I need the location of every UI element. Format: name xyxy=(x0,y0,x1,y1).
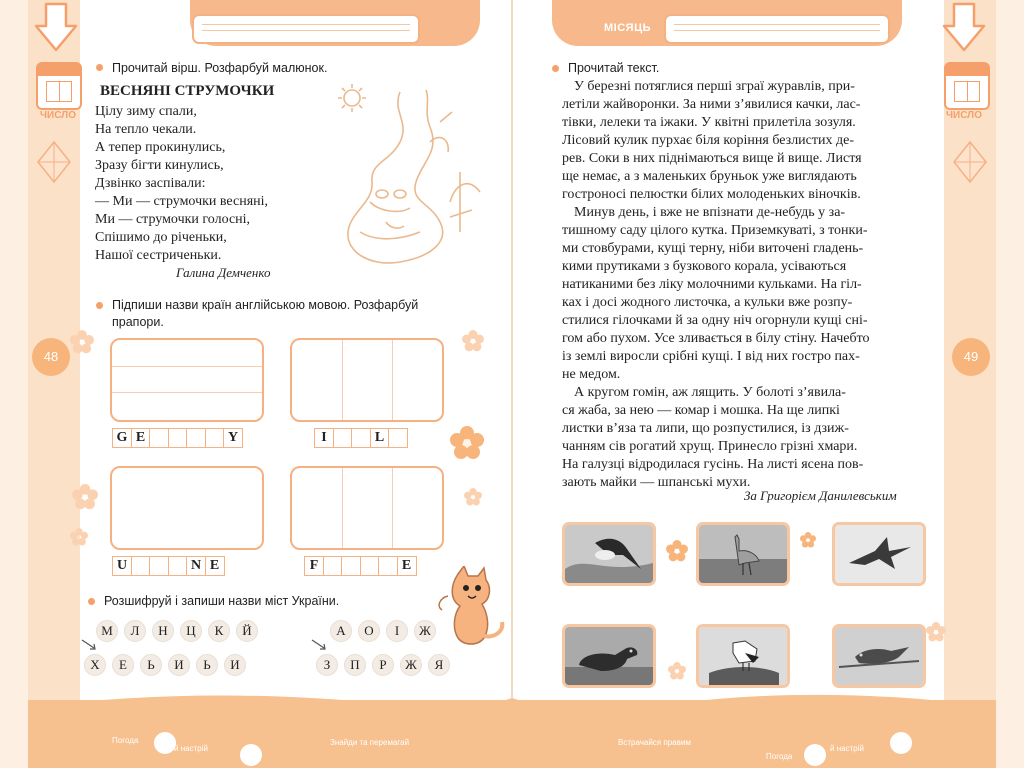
task2-instruction-line1: Підпиши назви країн англійською мовою. Розфарбуй xyxy=(112,298,419,312)
letter-cell[interactable] xyxy=(378,556,398,576)
country-word-cells[interactable] xyxy=(112,428,242,448)
number-label-right: ЧИСЛО xyxy=(946,110,982,121)
bird-photo-stork[interactable] xyxy=(696,624,790,688)
text-line: чанням сів рогатий хрущ. Принесло грізні хмари. xyxy=(562,439,858,454)
letter-cell[interactable] xyxy=(149,428,169,448)
cipher-letter: П xyxy=(344,654,366,676)
cipher-letter: К xyxy=(208,620,230,642)
coloring-picture-streams[interactable] xyxy=(330,82,490,282)
letter-cell[interactable] xyxy=(360,556,380,576)
letter-cell[interactable] xyxy=(323,556,343,576)
cipher-letter: Ж xyxy=(400,654,422,676)
down-arrow-icon xyxy=(34,2,78,54)
text-line: Минув день, і вже не впізнати де-небудь у за- xyxy=(574,205,846,220)
flower-icon xyxy=(72,484,98,510)
letter-cell[interactable]: U xyxy=(112,556,132,576)
text-line: Лісовий кулик пурхає біля коріння безлистих де- xyxy=(562,133,854,148)
country-word-cells[interactable] xyxy=(112,556,223,576)
cipher-letters-row xyxy=(330,620,442,642)
text-line: На галузці відродилася гусінь. На листі ясена пов- xyxy=(562,457,864,472)
text-line: ся жаба, за нею — комар і мошка. На ще липкі xyxy=(562,403,840,418)
poem-line: Зразу бігти кинулись, xyxy=(95,158,224,173)
text-line: тівки, лелеки та іжаки. У квітні прилетіла зозуля. xyxy=(562,115,856,130)
footer-text: Погода xyxy=(112,736,139,745)
letter-cell[interactable] xyxy=(168,556,188,576)
cipher-letters-row xyxy=(316,654,456,676)
letter-cell[interactable]: Y xyxy=(223,428,243,448)
text-line: ках і досі жодного листочка, а кульки вже розпу- xyxy=(562,295,853,310)
cipher-letter: З xyxy=(316,654,338,676)
letter-cell[interactable] xyxy=(333,428,353,448)
cipher-letter: Ь xyxy=(140,654,162,676)
text-line: зають майки — шпанські мухи. xyxy=(562,475,751,490)
text-line: ми стовбурами, кущі терну, ніби виточені гладень- xyxy=(562,241,864,256)
cipher-letter: Р xyxy=(372,654,394,676)
calendar-icon xyxy=(944,62,990,110)
footer-dot xyxy=(240,744,262,766)
letter-cell[interactable] xyxy=(149,556,169,576)
letter-cell[interactable]: E xyxy=(397,556,417,576)
footer-text: й настрій xyxy=(174,744,208,753)
task-bullet xyxy=(96,64,103,71)
text-line: стилися гілочками й за одну ніч огорнули кущі сні- xyxy=(562,313,868,328)
cipher-letter: Ж xyxy=(414,620,436,642)
text-line: гом або пухом. Усе зливається в білу стіну. Начебто xyxy=(562,331,870,346)
cipher-letter: Я xyxy=(428,654,450,676)
cipher-letter: Н xyxy=(152,620,174,642)
country-word-cells[interactable] xyxy=(304,556,415,576)
poem-line: Спішимо до річеньки, xyxy=(95,230,227,245)
task-bullet xyxy=(552,65,559,72)
cipher-letters-row xyxy=(96,620,264,642)
flower-icon xyxy=(70,528,88,546)
text-line: гостроносі пелюстки білих молоденьких віночків. xyxy=(562,187,861,202)
letter-cell[interactable]: G xyxy=(112,428,132,448)
footer-dot xyxy=(804,744,826,766)
month-field-right[interactable] xyxy=(664,14,890,44)
number-label-left: ЧИСЛО xyxy=(40,110,76,121)
footer-dot xyxy=(154,732,176,754)
footer-text: Знайди та перемагай xyxy=(330,738,410,747)
text-line: із землі виросли срібні кущі. І від них гостро пах- xyxy=(562,349,860,364)
task-bullet xyxy=(96,302,103,309)
text-line: кими прутиками з бузкового корала, усіваються xyxy=(562,259,847,274)
start-arrow-icon xyxy=(80,638,100,652)
flower-icon xyxy=(462,330,484,352)
cipher-letter: Е xyxy=(112,654,134,676)
task-bullet xyxy=(88,598,95,605)
cipher-letter: Ц xyxy=(180,620,202,642)
footer-text: Встрачайся правим xyxy=(618,738,691,747)
flower-icon xyxy=(800,532,816,548)
bird-photo-cuckoo[interactable] xyxy=(832,624,926,688)
text-paragraph-1 xyxy=(562,78,930,204)
letter-cell[interactable]: F xyxy=(304,556,324,576)
text-line: А кругом гомін, аж лящить. У болоті з’явила- xyxy=(574,385,846,400)
start-arrow-icon xyxy=(310,638,330,652)
text-paragraph-2 xyxy=(562,204,930,384)
flag-box[interactable] xyxy=(110,466,264,550)
flower-icon xyxy=(666,540,688,562)
right-instruction: Прочитай текст. xyxy=(568,61,660,75)
month-label-left: МІСЯЦЬ xyxy=(134,22,182,34)
country-word-cells[interactable] xyxy=(314,428,407,448)
flower-icon xyxy=(668,662,686,680)
text-paragraph-3 xyxy=(562,384,930,492)
cipher-letter: И xyxy=(224,654,246,676)
letter-cell[interactable] xyxy=(131,556,151,576)
poem-line: А тепер прокинулись, xyxy=(95,140,226,155)
task2-instruction-line2: прапори. xyxy=(112,315,164,329)
poem-line: Ми — струмочки голосні, xyxy=(95,212,251,227)
cipher-letter: И xyxy=(168,654,190,676)
month-field-left[interactable] xyxy=(192,14,420,44)
letter-cell[interactable]: L xyxy=(370,428,390,448)
poem-line: На тепло чекали. xyxy=(95,122,197,137)
page-number-right: 49 xyxy=(952,338,990,376)
flower-icon xyxy=(464,488,482,506)
page-number-left: 48 xyxy=(32,338,70,376)
cipher-letters-row xyxy=(84,654,252,676)
flower-icon xyxy=(70,330,94,354)
letter-cell[interactable]: I xyxy=(314,428,334,448)
text-line: натиканими без ліку молочними кульками. На гіл- xyxy=(562,277,862,292)
cipher-letter: А xyxy=(330,620,352,642)
poem-text xyxy=(95,103,268,265)
text-line: ще немає, а з маленьких бруньок уже виглядають xyxy=(562,169,857,184)
book-gutter xyxy=(511,0,513,768)
cipher-letter: Й xyxy=(236,620,258,642)
kite-icon xyxy=(950,140,990,200)
text-line: рев. Соки в них піднімаються вище й вище. Листя xyxy=(562,151,862,166)
bottom-band xyxy=(28,700,996,768)
footer-dot xyxy=(890,732,912,754)
poem-line: Цілу зиму спали, xyxy=(95,104,197,119)
bird-photo-crane[interactable] xyxy=(696,522,790,586)
poem-line: Дзвінко заспівали: xyxy=(95,176,206,191)
kite-icon xyxy=(34,140,74,200)
flower-icon xyxy=(926,622,946,642)
poem-author: Галина Демченко xyxy=(176,265,271,280)
cipher-letter: Ь xyxy=(196,654,218,676)
task1-instruction: Прочитай вірш. Розфарбуй малюнок. xyxy=(112,61,328,75)
letter-cell[interactable] xyxy=(388,428,408,448)
cipher-letter: І xyxy=(386,620,408,642)
flag-box[interactable] xyxy=(110,338,264,422)
text-line: летіли жайворонки. За ними з’явилися качки, лас- xyxy=(562,97,861,112)
bird-photo-swallow-nest[interactable] xyxy=(562,522,656,586)
letter-cell[interactable]: E xyxy=(131,428,151,448)
poem-title: ВЕСНЯНІ СТРУМОЧКИ xyxy=(100,83,275,99)
cipher-letter: Л xyxy=(124,620,146,642)
text-line: не медом. xyxy=(562,367,621,382)
cipher-letter: О xyxy=(358,620,380,642)
down-arrow-icon xyxy=(942,2,986,54)
text-line: тишному саду цілого кутка. Приземкуваті, з тонки- xyxy=(562,223,868,238)
task3-instruction: Розшифруй і запиши назви міст України. xyxy=(104,594,340,608)
footer-text: й настрій xyxy=(830,744,864,753)
poem-line: Нашої сестриченьки. xyxy=(95,248,222,263)
month-label-right: МІСЯЦЬ xyxy=(604,22,652,34)
cipher-letter: М xyxy=(96,620,118,642)
flower-icon xyxy=(450,426,484,460)
letter-cell[interactable] xyxy=(168,428,188,448)
cipher-letter: Х xyxy=(84,654,106,676)
text-line: листки в’яза та липи, що розпустилися, із дзиж- xyxy=(562,421,849,436)
letter-cell[interactable] xyxy=(186,428,206,448)
letter-cell[interactable] xyxy=(205,428,225,448)
letter-cell[interactable]: E xyxy=(205,556,225,576)
poem-line: — Ми — струмочки весняні, xyxy=(95,194,269,209)
bird-photo-duck[interactable] xyxy=(562,624,656,688)
calendar-icon xyxy=(36,62,82,110)
text-line: У березні потяглися перші зграї журавлів, при- xyxy=(574,79,855,94)
letter-cell[interactable]: N xyxy=(186,556,206,576)
footer-text: Погода xyxy=(766,752,793,761)
flag-box[interactable] xyxy=(290,338,444,422)
letter-cell[interactable] xyxy=(351,428,371,448)
bird-photo-lark[interactable] xyxy=(832,522,926,586)
text-source: За Григорієм Данилевським xyxy=(744,488,897,503)
flag-box[interactable] xyxy=(290,466,444,550)
letter-cell[interactable] xyxy=(341,556,361,576)
